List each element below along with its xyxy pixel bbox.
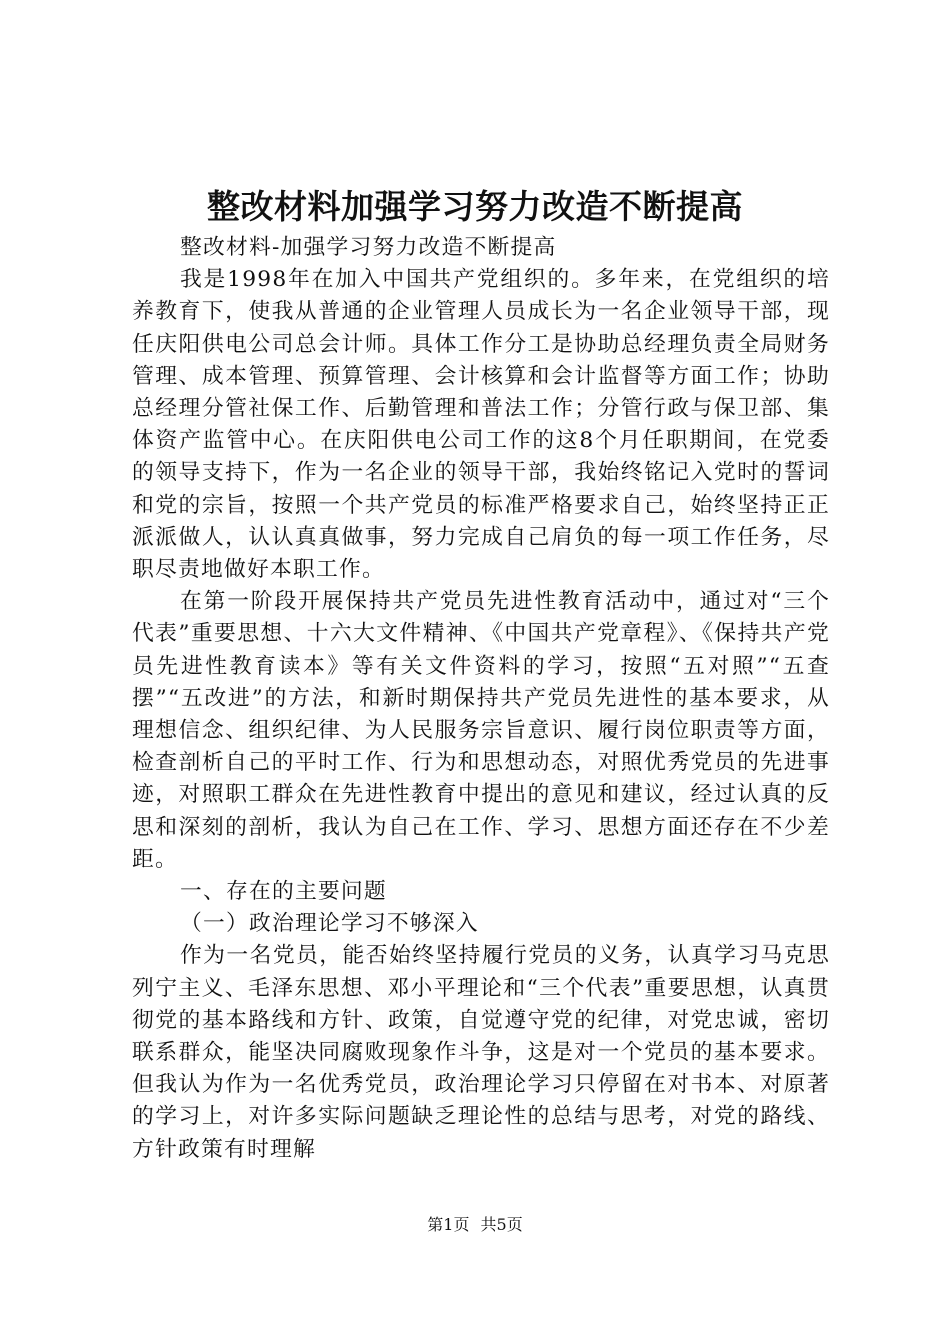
body-paragraph: 我是1998年在加入中国共产党组织的。多年来，在党组织的培养教育下，使我从普通的企业管理人员成长为一名企业领导干部，现任庆阳供电公司总会计师。具体工作分工是协助总经理负责全局财务管理、成本管理、预算管理、会计核算和会计监督等方面工作；协助总经理分管社保工作、后勤管理和普法工作；分管行政与保卫部、集体资产监管中心。在庆阳供电公司工作的这8个月任职期间，在党委的领导支持下，作为一名企业的领导干部，我始终铭记入党时的誓词和党的宗旨，按照一个共产党员的标准严格要求自己，始终坚持正正派派做人，认认真真做事，努力完成自己肩负的每一项工作任务，尽职尽责地做好本职工作。 (132, 267, 830, 583)
subsection-heading: （一）政治理论学习不够深入 (179, 911, 479, 937)
body-paragraph: 作为一名党员，能否始终坚持履行党员的义务，认真学习马克思列宁主义、毛泽东思想、邓小平理论和“三个代表”重要思想，认真贯彻党的基本路线和方针、政策，自觉遵守党的纪律，对党忠诚，密切联系群众，能坚决同腐败现象作斗争，这是对一个党员的基本要求。但我认为作为一名优秀党员，政治理论学习只停留在对书本、对原著的学习上，对许多实际问题缺乏理论性的总结与思考，对党的路线、方针政策有时理解 (132, 943, 830, 1162)
document-body (132, 232, 830, 1166)
page-total: 共5页 (480, 1215, 523, 1234)
body-paragraph: 在第一阶段开展保持共产党员先进性教育活动中，通过对“三个代表”重要思想、十六大文件精神、《中国共产党章程》、《保持共产党员先进性教育读本》等有关文件资料的学习，按照“五对照”“五查摆”“五改进”的方法，和新时期保持共产党员先进性的基本要求，从理想信念、组织纪律、为人民服务宗旨意识、履行岗位职责等方面，检查剖析自己的平时工作、行为和思想动态，对照优秀党员的先进事迹，对照职工群众在先进性教育中提出的意见和建议，经过认真的反思和深刻的剖析，我认为自己在工作、学习、思想方面还存在不少差距。 (132, 589, 830, 872)
page-footer (0, 1213, 950, 1237)
subtitle-paragraph: 整改材料-加强学习努力改造不断提高 (179, 235, 557, 260)
section-heading: 一、存在的主要问题 (179, 879, 387, 905)
page-number: 第1页 (427, 1215, 470, 1234)
document-title: 整改材料加强学习努力改造不断提高 (207, 187, 743, 226)
